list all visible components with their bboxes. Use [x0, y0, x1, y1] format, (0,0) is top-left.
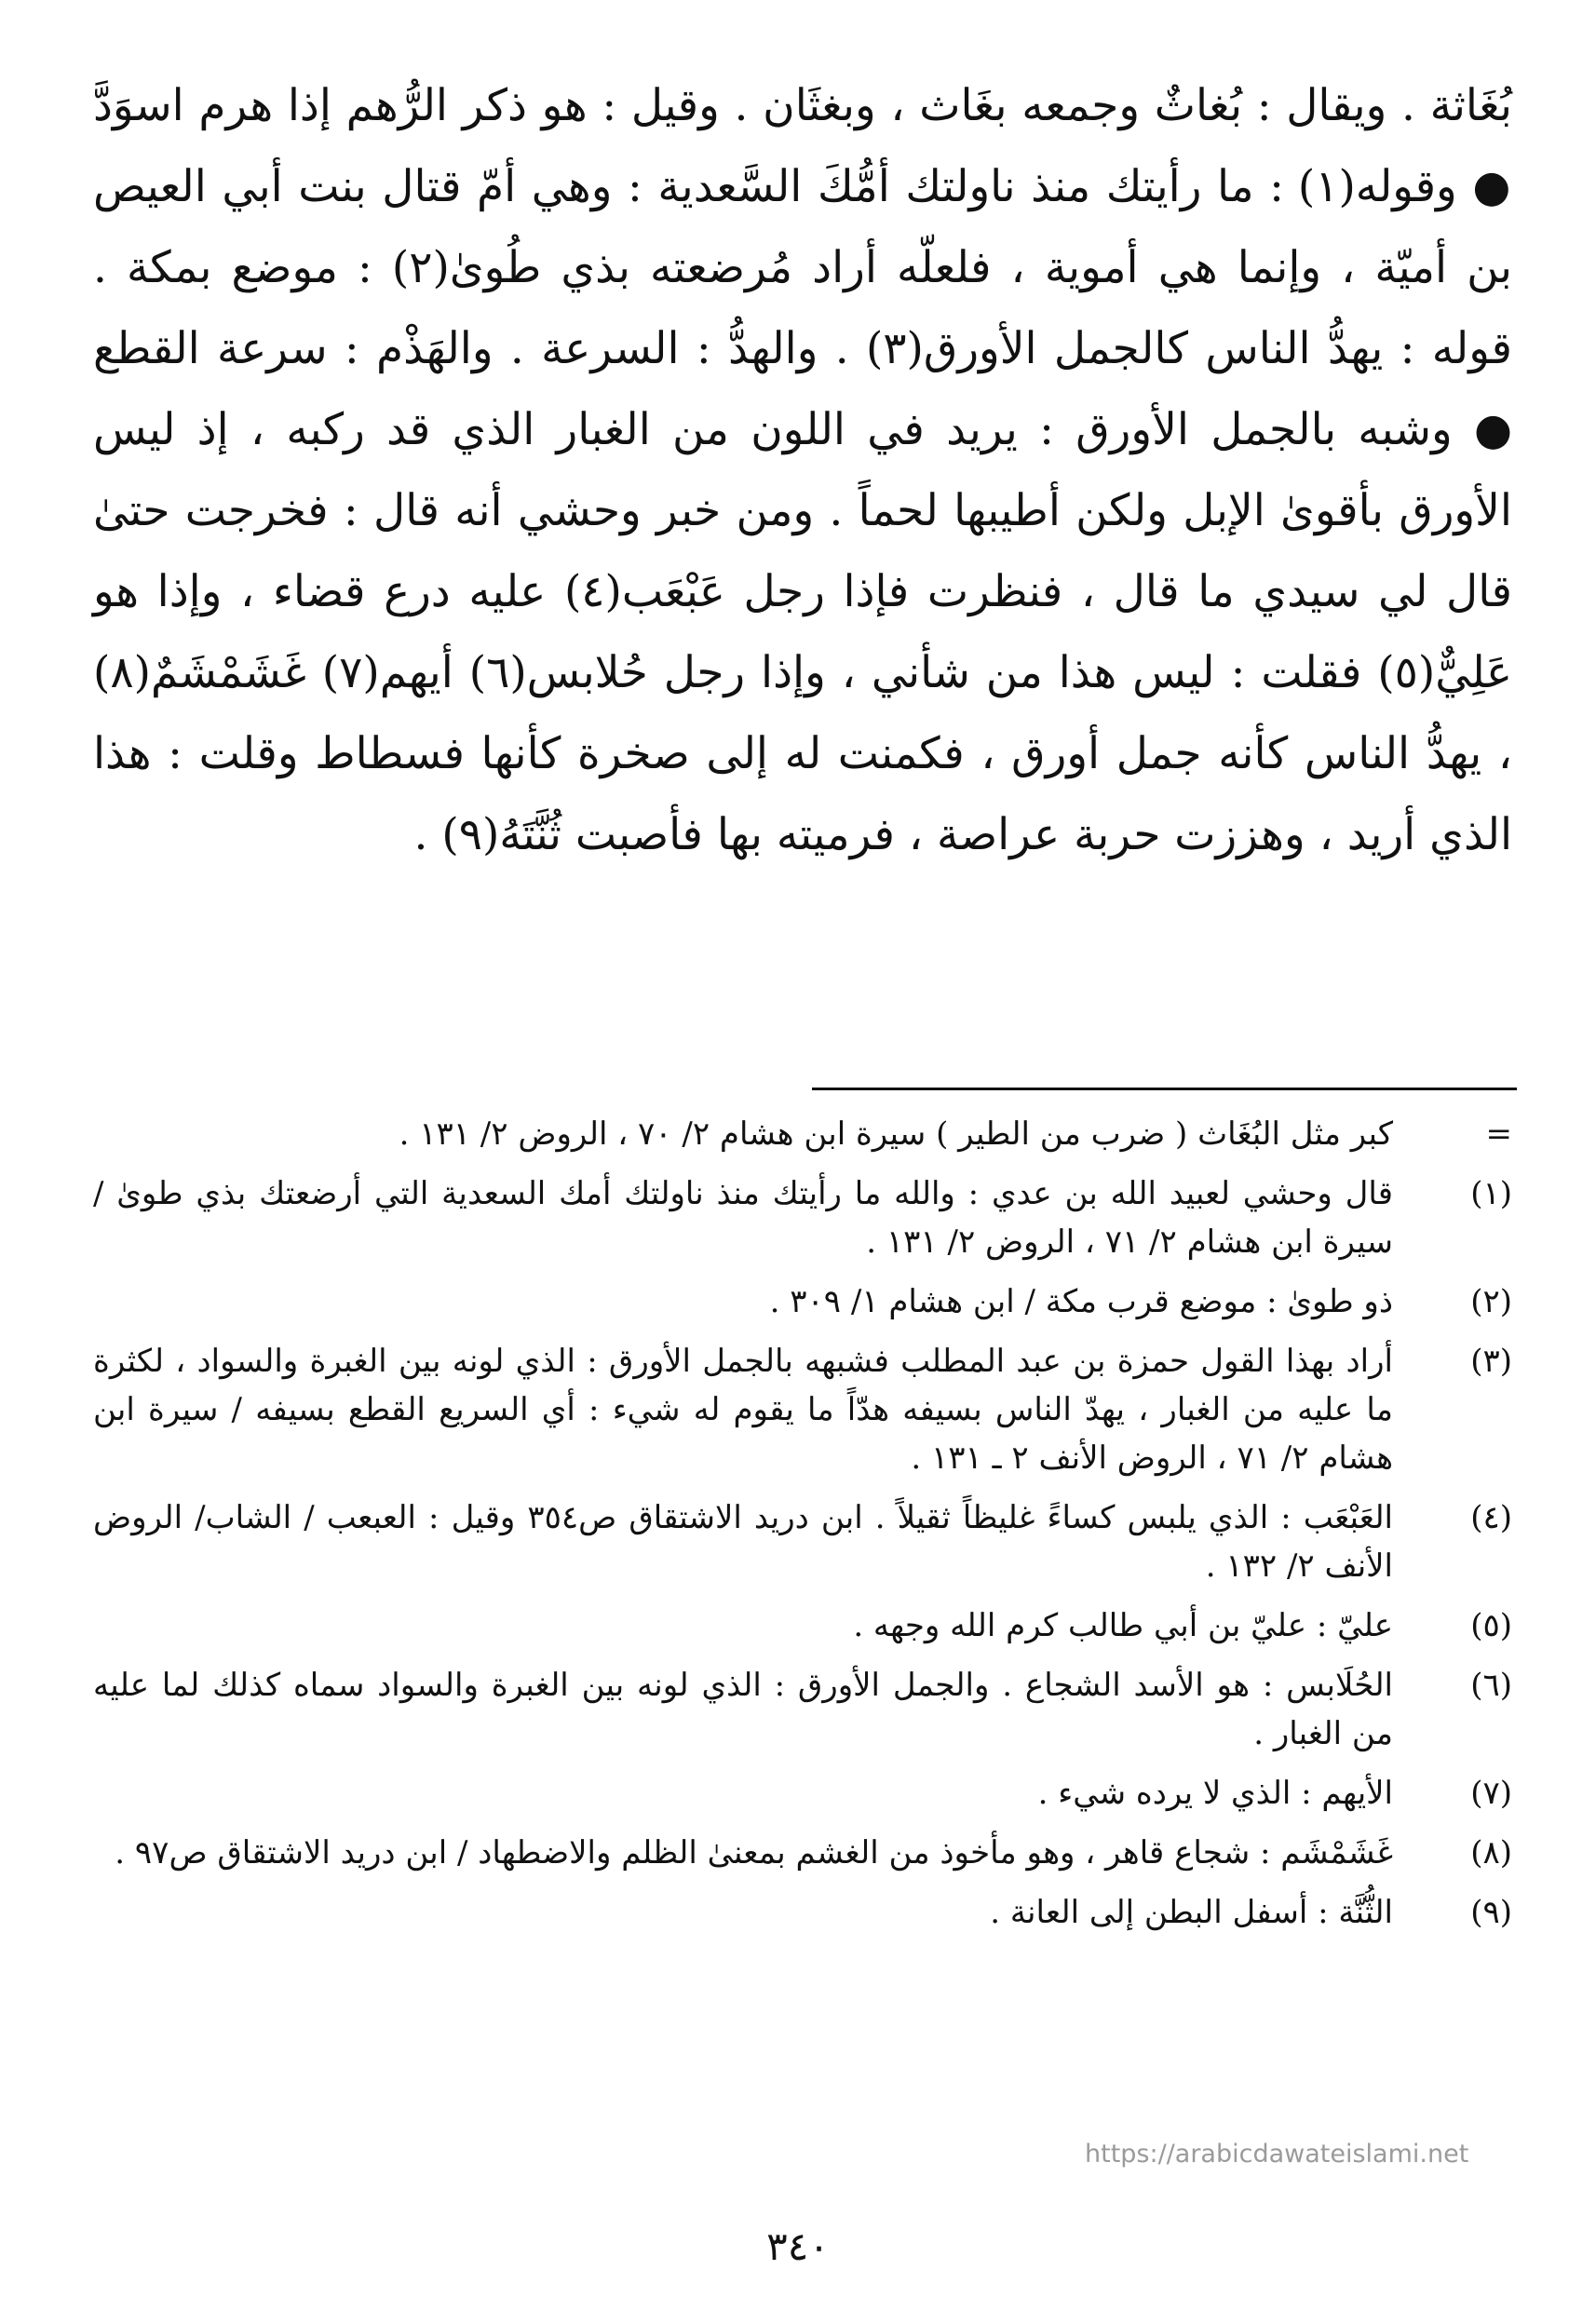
footnote-number: (١)	[1470, 1175, 1512, 1212]
footnote-1	[93, 1169, 1512, 1266]
footnote-number: (٤)	[1470, 1499, 1512, 1536]
footnote-continuation	[93, 1110, 1512, 1158]
footnote-text: أراد بهذا القول حمزة بن عبد المطلب فشبهه بالجمل الأورق : الذي لونه بين الغبرة والسواد ، لكثرة ما عليه من الغبار ، يهدّ الناس بسيفه هدّاً ما يقوم له شيء : أي السريع القطع بسيفه / سيرة ابن هشام ٢/ ٧١ ، الروض الأنف ٢ ـ ١٣١ .	[93, 1343, 1393, 1477]
footnote-text: الثُّنَّة : أسفل البطن إلى العانة .	[990, 1894, 1393, 1931]
footnote-7	[93, 1769, 1512, 1817]
main-paragraph: بُغَاثة . ويقال : بُغاثٌ وجمعه بغَاث ، وبغثَان . وقيل : هو ذكر الرُّهم إذا هرم اسوَدَّ ● وقوله(١) : ما رأيتك منذ ناولتك أمُّكَ السَّعدية : وهي أمّ قتال بنت أبي العيص بن أميّة ، وإنما هي أموية ، فلعلّه أراد مُرضعته بذي طُوىٰ(٢) : موضع بمكة . قوله : يهدُّ الناس كالجمل الأورق(٣) . والهدُّ : السرعة . والهَذْم : سرعة القطع ● وشبه بالجمل الأورق : يريد في اللون من الغبار الذي قد ركبه ، إذ ليس الأورق بأقوىٰ الإبل ولكن أطيبها لحماً . ومن خبر وحشي أنه قال : فخرجت حتىٰ قال لي سيدي ما قال ، فنظرت فإذا رجل عَبْعَب(٤) عليه درع قضاء ، وإذا هو عَلِيٌّ(٥) فقلت : ليس هذا من شأني ، وإذا رجل حُلابس(٦) أيهم(٧) غَشَمْشَمٌ(٨) ، يهدُّ الناس كأنه جمل أورق ، فكمنت له إلى صخرة كأنها فسطاط وقلت : هذا الذي أريد ، وهززت حربة عراصة ، فرميته بها فأصبت ثُنَّتَهُ(٩) .	[93, 80, 1512, 860]
continuation-text: كبر مثل البُغَاث ( ضرب من الطير ) سيرة ابن هشام ٢/ ٧٠ ، الروض ٢/ ١٣١ .	[399, 1115, 1393, 1153]
footnote-number: (٦)	[1470, 1667, 1512, 1704]
footnote-number: (٨)	[1470, 1834, 1512, 1871]
footnote-text: العَبْعَب : الذي يلبس كساءً غليظاً ثقيلاً . ابن دريد الاشتقاق ص٣٥٤ وقيل : العبعب / الشاب/ الروض الأنف ٢/ ١٣٢ .	[93, 1499, 1393, 1585]
footnote-5	[93, 1601, 1512, 1650]
footnote-8	[93, 1829, 1512, 1877]
footnote-number: (٧)	[1470, 1775, 1512, 1812]
footnote-4	[93, 1493, 1512, 1590]
footnote-3	[93, 1337, 1512, 1482]
footnote-text: ذو طوىٰ : موضع قرب مكة / ابن هشام ١/ ٣٠٩ .	[769, 1283, 1393, 1320]
footnote-separator-line	[812, 1088, 1517, 1090]
footnote-number: (٥)	[1470, 1607, 1512, 1644]
main-text-block	[93, 65, 1512, 875]
footnote-text: عليّ : عليّ بن أبي طالب كرم الله وجهه .	[853, 1607, 1393, 1644]
footnote-text: غَشَمْشَم : شجاع قاهر ، وهو مأخوذ من الغشم بمعنىٰ الظلم والاضطهاد / ابن دريد الاشتقاق ص٩٧ .	[115, 1834, 1393, 1871]
footnote-9	[93, 1888, 1512, 1937]
footnote-6	[93, 1661, 1512, 1758]
watermark-url: https://arabicdawateislami.net	[1085, 2140, 1469, 2169]
footnote-text: الأيهم : الذي لا يرده شيء .	[1037, 1775, 1393, 1812]
footnote-2	[93, 1277, 1512, 1326]
footnote-number: (٩)	[1470, 1894, 1512, 1931]
footnotes-section	[93, 1110, 1512, 1948]
continuation-marker: =	[1485, 1115, 1512, 1153]
footnote-text: الحُلَابس : هو الأسد الشجاع . والجمل الأورق : الذي لونه بين الغبرة والسواد سماه كذلك لما عليه من الغبار .	[93, 1667, 1393, 1752]
footnote-text: قال وحشي لعبيد الله بن عدي : والله ما رأيتك منذ ناولتك أمك السعدية التي أرضعتك بذي طوىٰ / سيرة ابن هشام ٢/ ٧١ ، الروض ٢/ ١٣١ .	[93, 1175, 1393, 1261]
footnote-number: (٢)	[1470, 1283, 1512, 1320]
page-number: ٣٤٠	[766, 2223, 830, 2269]
footnote-number: (٣)	[1470, 1343, 1512, 1380]
